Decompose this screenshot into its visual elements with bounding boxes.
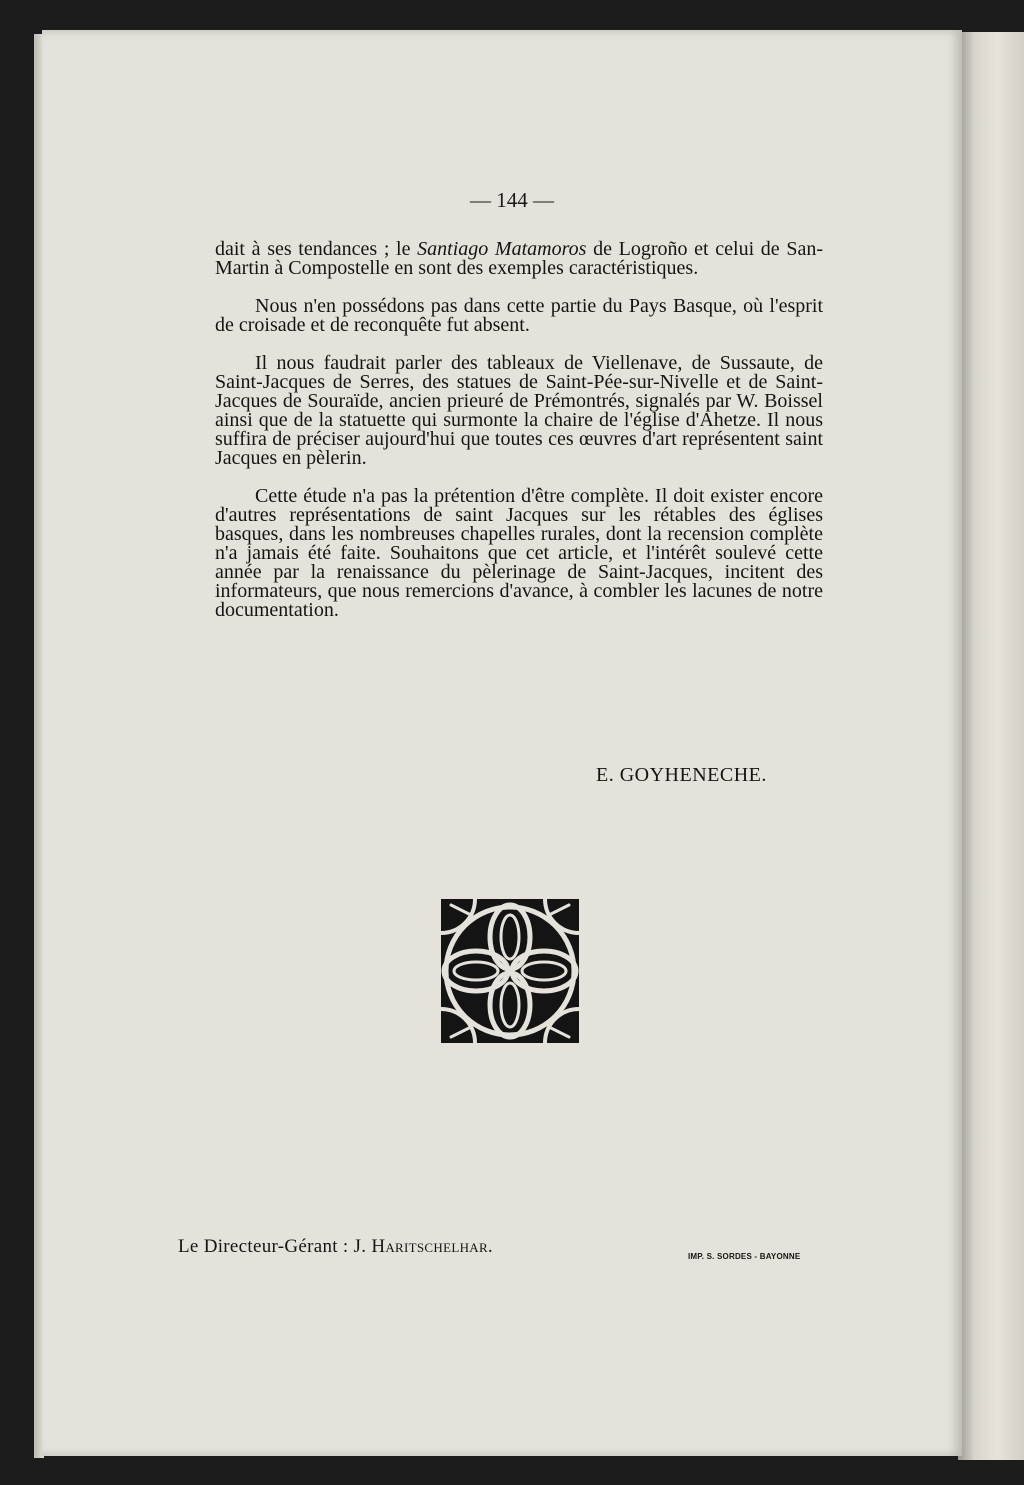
director-name: Haritschelhar. [371,1236,493,1257]
director-label: Le Directeur-Gérant : J. [178,1236,372,1257]
paragraph-1 [215,240,823,278]
next-page-edge [958,32,1024,1460]
author-signature: E. GOYHENECHE. [596,764,767,786]
paragraph-3: Il nous faudrait parler des tableaux de Viellenave, de Sussaute, de Saint-Jacques de Serres, des statues de Saint-Pée-sur-Nivelle et de Saint-Jacques de Souraïde, ancien prieuré de Prémontrés, signalés par W. Boissel ainsi que de la statuette qui surmonte la chaire de l'église d'Ahetze. Il nous suffira de préciser aujourd'hui que toutes ces œuvres d'art représentent saint Jacques en pèlerin. [215,352,823,469]
paragraph-1-start: dait à ses tendances ; le [215,238,418,260]
celtic-knot-ornament-icon [441,899,579,1043]
article-body [215,240,823,639]
page-number: — 144 — [470,188,554,212]
printer-imprint: IMP. S. SORDES - BAYONNE [688,1252,801,1261]
paragraph-2: Nous n'en possédons pas dans cette partie du Pays Basque, où l'esprit de croisade et de reconquête fut absent. [215,295,823,336]
santiago-matamoros-title: Santiago Matamoros [417,238,587,260]
director-credit [178,1236,493,1258]
paragraph-1-end: de Logroño et celui de San-Martin à Compostelle en sont des exemples caractéristiques. [215,238,823,279]
paragraph-4: Cette étude n'a pas la prétention d'être complète. Il doit exister encore d'autres représentations de saint Jacques sur les rétables des églises basques, dans les nombreuses chapelles rurales, dont la recension complète n'a jamais été faite. Souhaitons que cet article, et l'intérêt soulevé cette année par la renaissance du pèlerinage de Saint-Jacques, incitent des informateurs, que nous remercions d'avance, à combler les lacunes de notre documentation. [215,485,823,621]
